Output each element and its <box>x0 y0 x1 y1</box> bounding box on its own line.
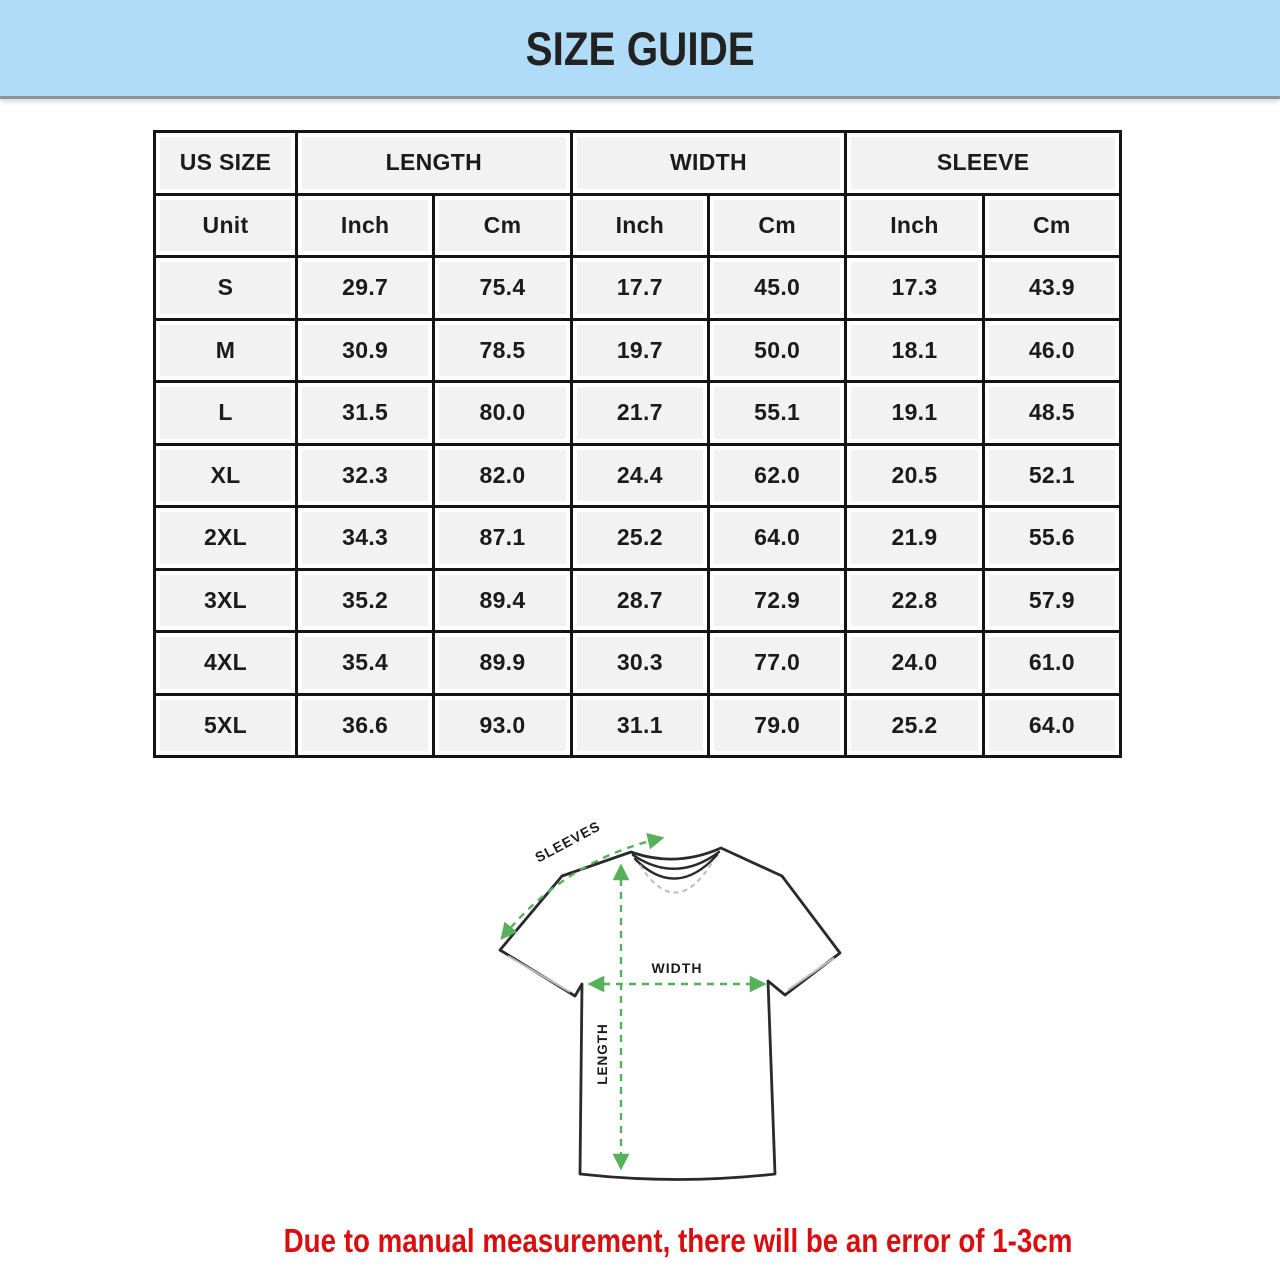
measurement-cell: 17.3 <box>846 257 983 320</box>
unit-cell-length-inch: Inch <box>297 194 434 257</box>
measurement-cell: 55.1 <box>708 382 845 445</box>
size-row <box>155 257 1121 320</box>
size-row <box>155 632 1121 695</box>
size-row <box>155 507 1121 570</box>
measurement-cell: 21.7 <box>571 382 708 445</box>
size-row <box>155 569 1121 632</box>
measurement-cell: 79.0 <box>708 694 845 757</box>
sleeves-label: SLEEVES <box>532 817 604 866</box>
tshirt-outline <box>500 848 840 1180</box>
measurement-cell: 36.6 <box>297 694 434 757</box>
measurement-cell: 78.5 <box>434 319 571 382</box>
size-label-cell: S <box>155 257 297 320</box>
size-rows <box>155 257 1121 757</box>
size-row <box>155 382 1121 445</box>
col-header-us-size: US SIZE <box>155 132 297 195</box>
tshirt-body <box>500 848 840 1180</box>
measurement-cell: 80.0 <box>434 382 571 445</box>
measurement-cell: 18.1 <box>846 319 983 382</box>
unit-cell-sleeve-cm: Cm <box>983 194 1120 257</box>
measurement-cell: 75.4 <box>434 257 571 320</box>
measurement-cell: 35.4 <box>297 632 434 695</box>
size-label-cell: 5XL <box>155 694 297 757</box>
measurement-cell: 30.3 <box>571 632 708 695</box>
size-row <box>155 319 1121 382</box>
unit-cell-width-cm: Cm <box>708 194 845 257</box>
measurement-cell: 52.1 <box>983 444 1120 507</box>
col-header-width: WIDTH <box>571 132 846 195</box>
length-label: LENGTH <box>595 1023 610 1085</box>
measurement-cell: 82.0 <box>434 444 571 507</box>
width-label: WIDTH <box>651 960 703 976</box>
measurement-cell: 77.0 <box>708 632 845 695</box>
page-title: SIZE GUIDE <box>525 21 755 75</box>
measurement-cell: 24.0 <box>846 632 983 695</box>
measurement-cell: 31.5 <box>297 382 434 445</box>
measurement-cell: 50.0 <box>708 319 845 382</box>
title-banner <box>0 0 1280 99</box>
measurement-disclaimer: Due to manual measurement, there will be an error of 1-3cm <box>283 1222 1073 1259</box>
size-label-cell: XL <box>155 444 297 507</box>
measurement-cell: 25.2 <box>571 507 708 570</box>
measurement-cell: 25.2 <box>846 694 983 757</box>
measurement-cell: 87.1 <box>434 507 571 570</box>
measurement-cell: 62.0 <box>708 444 845 507</box>
unit-header-cell: Unit <box>155 194 297 257</box>
measurement-cell: 64.0 <box>708 507 845 570</box>
measurement-cell: 93.0 <box>434 694 571 757</box>
measurement-cell: 35.2 <box>297 569 434 632</box>
size-row <box>155 694 1121 757</box>
measurement-cell: 64.0 <box>983 694 1120 757</box>
col-header-length: LENGTH <box>297 132 572 195</box>
size-label-cell: M <box>155 319 297 382</box>
size-label-cell: 3XL <box>155 569 297 632</box>
size-label-cell: 2XL <box>155 507 297 570</box>
measurement-cell: 61.0 <box>983 632 1120 695</box>
unit-cell-length-cm: Cm <box>434 194 571 257</box>
unit-header-row <box>155 194 1121 257</box>
measurement-cell: 19.7 <box>571 319 708 382</box>
unit-cell-sleeve-inch: Inch <box>846 194 983 257</box>
unit-cell-width-inch: Inch <box>571 194 708 257</box>
measurement-cell: 57.9 <box>983 569 1120 632</box>
measurement-cell: 19.1 <box>846 382 983 445</box>
group-header-row <box>155 132 1121 195</box>
measurement-cell: 48.5 <box>983 382 1120 445</box>
size-row <box>155 444 1121 507</box>
measurement-cell: 46.0 <box>983 319 1120 382</box>
measurement-cell: 45.0 <box>708 257 845 320</box>
col-header-sleeve: SLEEVE <box>846 132 1121 195</box>
measurement-cell: 32.3 <box>297 444 434 507</box>
size-chart-table <box>153 130 1122 758</box>
measurement-cell: 55.6 <box>983 507 1120 570</box>
measurement-cell: 30.9 <box>297 319 434 382</box>
measurement-cell: 72.9 <box>708 569 845 632</box>
size-label-cell: 4XL <box>155 632 297 695</box>
tshirt-measurement-diagram <box>470 808 890 1210</box>
measurement-cell: 22.8 <box>846 569 983 632</box>
measurement-cell: 20.5 <box>846 444 983 507</box>
measurement-cell: 89.9 <box>434 632 571 695</box>
measurement-cell: 24.4 <box>571 444 708 507</box>
measurement-cell: 17.7 <box>571 257 708 320</box>
measurement-cell: 28.7 <box>571 569 708 632</box>
measurement-cell: 34.3 <box>297 507 434 570</box>
measurement-cell: 21.9 <box>846 507 983 570</box>
measurement-cell: 43.9 <box>983 257 1120 320</box>
measurement-cell: 89.4 <box>434 569 571 632</box>
measurement-cell: 31.1 <box>571 694 708 757</box>
measurement-cell: 29.7 <box>297 257 434 320</box>
size-label-cell: L <box>155 382 297 445</box>
